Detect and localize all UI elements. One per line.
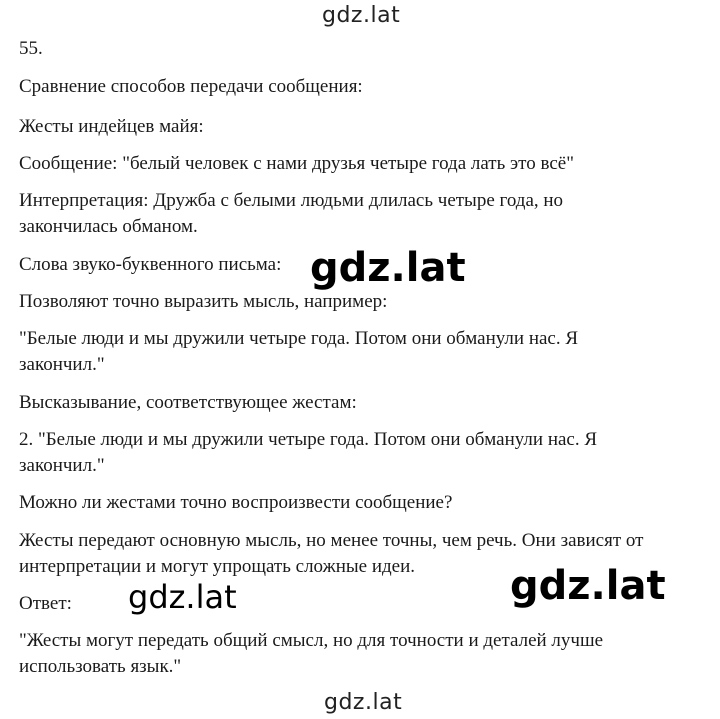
sound-letter-label: Слова звуко-буквенного письма:	[19, 254, 282, 275]
allow-express-line: Позволяют точно выразить мысль, например:	[19, 291, 388, 312]
gestures-line-2: интерпретации и могут упрощать сложные идеи.	[19, 556, 416, 577]
watermark-left-lower: gdz.lat	[128, 578, 237, 616]
task-number: 55.	[19, 38, 43, 59]
watermark-right-lower: gdz.lat	[510, 563, 666, 609]
example-line-1: "Белые люди и мы дружили четыре года. Потом они обманули нас. Я	[19, 328, 579, 349]
answer-line-2: использовать язык."	[19, 656, 182, 677]
answer-line-1: "Жесты могут передать общий смысл, но для точности и деталей лучше	[19, 630, 604, 651]
watermark-top: gdz.lat	[322, 3, 401, 28]
watermark-middle: gdz.lat	[310, 245, 466, 291]
mayan-gestures-label: Жесты индейцев майя:	[19, 116, 204, 137]
statement-label: Высказывание, соответствующее жестам:	[19, 392, 357, 413]
heading: Сравнение способов передачи сообщения:	[19, 76, 363, 97]
interpretation-line-2: закончилась обманом.	[19, 216, 198, 237]
watermark-bottom: gdz.lat	[324, 690, 403, 715]
message-line: Сообщение: "белый человек с нами друзья четыре года лать это всё"	[19, 153, 574, 174]
option-line-2: закончил."	[19, 455, 105, 476]
answer-label: Ответ:	[19, 593, 72, 614]
gestures-line-1: Жесты передают основную мысль, но менее точны, чем речь. Они зависят от	[19, 530, 644, 551]
interpretation-line-1: Интерпретация: Дружба с белыми людьми длилась четыре года, но	[19, 190, 564, 211]
example-line-2: закончил."	[19, 354, 105, 375]
option-line-1: 2. "Белые люди и мы дружили четыре года. Потом они обманули нас. Я	[19, 429, 598, 450]
question-line: Можно ли жестами точно воспроизвести сообщение?	[19, 492, 453, 513]
